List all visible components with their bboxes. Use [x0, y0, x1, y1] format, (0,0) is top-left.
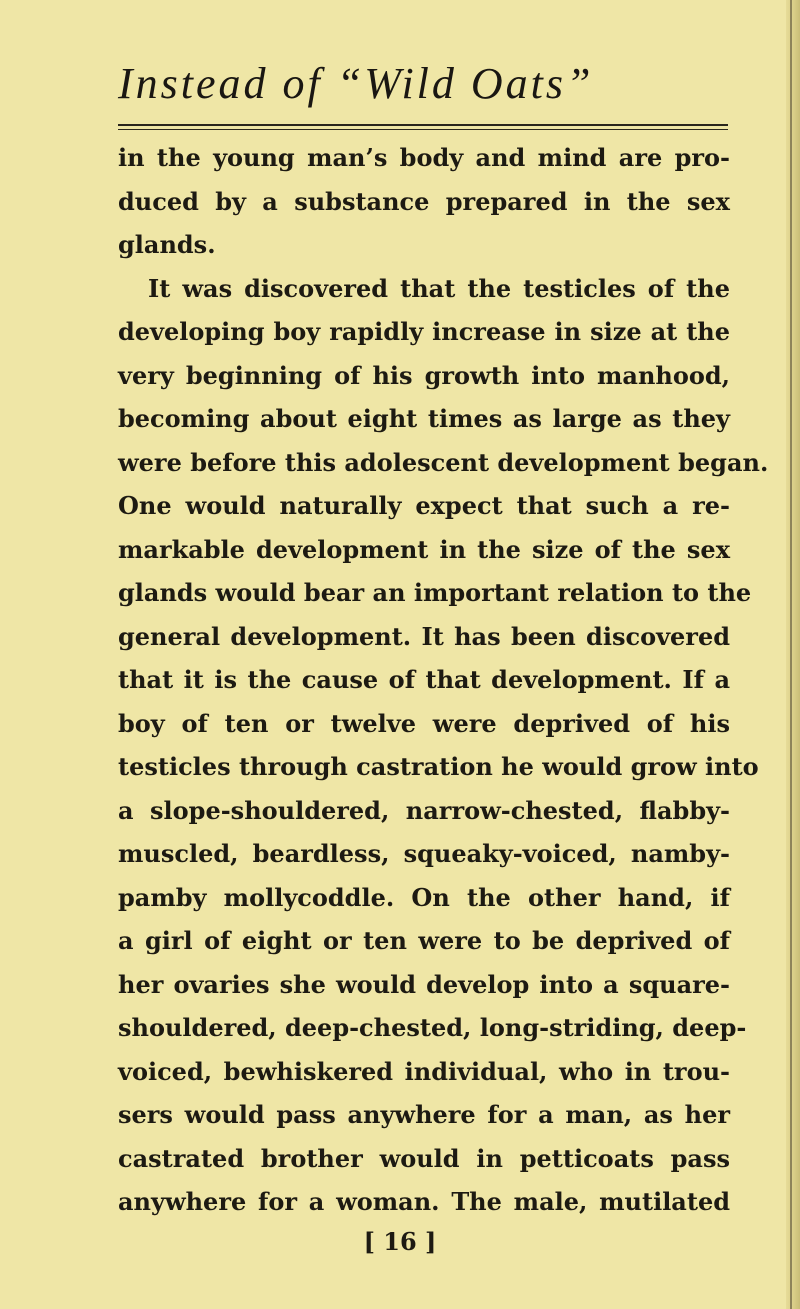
page-edge-shadow — [786, 0, 800, 1309]
text-line: shouldered, deep-chested, long-striding, deep- — [118, 1013, 747, 1042]
running-header: Instead of “Wild Oats” — [118, 59, 594, 108]
page-number: [ 16 ] — [363, 1227, 437, 1256]
text-line: her ovaries she would develop into a square- — [118, 969, 730, 999]
text-line: that it is the cause of that development. If a — [118, 665, 730, 694]
text-line: pamby mollycoddle. On the other hand, if — [118, 882, 730, 912]
text-line: muscled, beardless, squeaky-voiced, namby- — [118, 839, 730, 868]
text-line: general development. It has been discovered — [118, 621, 730, 651]
text-line: duced by a substance prepared in the sex — [118, 186, 730, 216]
text-line: a slope-shouldered, narrow-chested, flabby- — [118, 795, 730, 825]
text-line: anywhere for a woman. The male, mutilated — [118, 1187, 730, 1216]
text-line: It was discovered that the testicles of the — [148, 273, 730, 303]
body-text — [118, 136, 769, 1224]
text-line: testicles through castration he would grow into — [118, 752, 759, 781]
text-line: voiced, bewhiskered individual, who in trou- — [118, 1056, 730, 1086]
text-line: developing boy rapidly increase in size at the — [118, 317, 730, 346]
text-line: glands. — [118, 230, 216, 259]
page-edge-line — [790, 0, 792, 1309]
text-line: sers would pass anywhere for a man, as her — [118, 1100, 730, 1129]
header-rule — [118, 124, 728, 126]
text-line: glands would bear an important relation to the — [118, 578, 752, 607]
text-line: were before this adolescent development began. — [118, 447, 769, 477]
text-line: castrated brother would in petticoats pass — [118, 1143, 730, 1173]
text-line: becoming about eight times as large as they — [118, 404, 730, 433]
text-line: One would naturally expect that such a re- — [118, 491, 730, 520]
text-line: a girl of eight or ten were to be deprived of — [118, 926, 730, 955]
text-line: in the young man’s body and mind are pro- — [118, 143, 730, 172]
header-rule-thin — [118, 129, 728, 130]
text-line: boy of ten or twelve were deprived of his — [118, 708, 730, 738]
text-line: markable development in the size of the sex — [118, 534, 730, 564]
text-line: very beginning of his growth into manhood, — [118, 360, 730, 390]
